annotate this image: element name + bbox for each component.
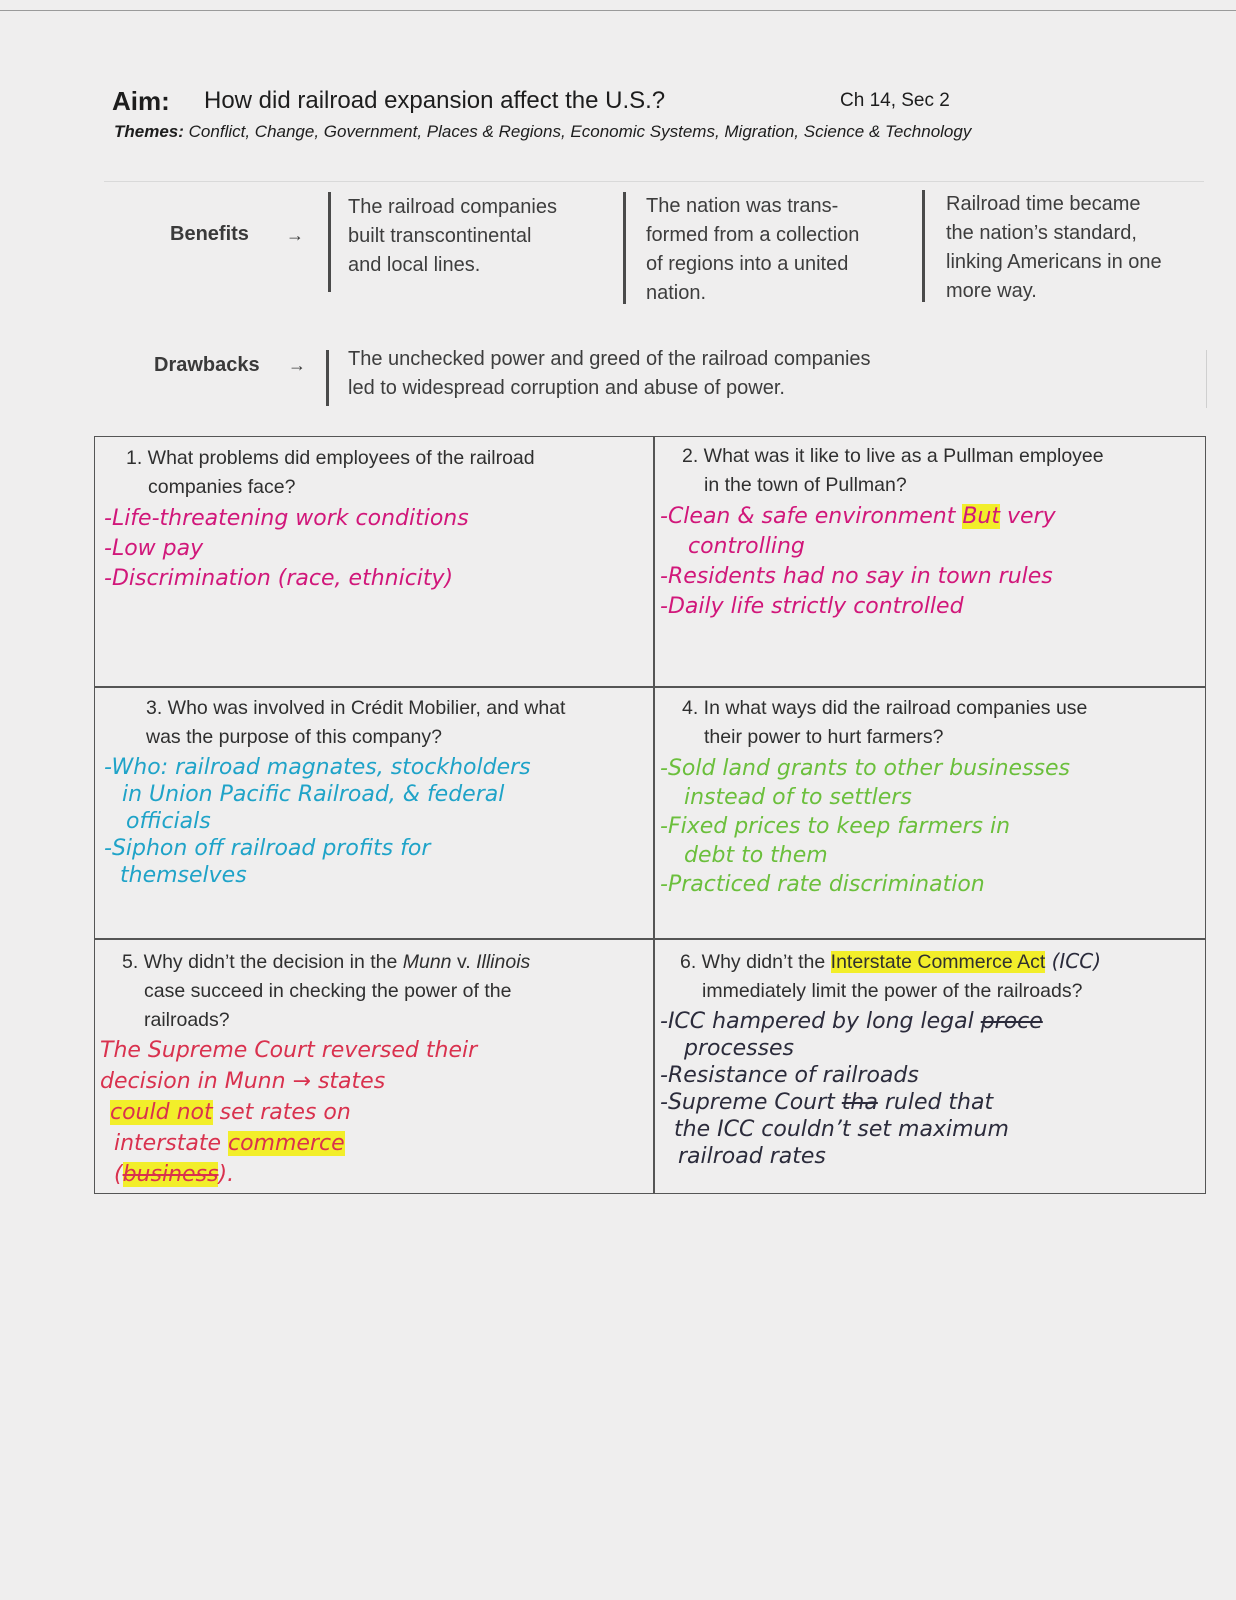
scan-top-edge: [0, 10, 1236, 11]
benefit-2: The nation was trans- formed from a collection of regions into a united nation.: [646, 195, 860, 304]
answer-2: -Clean & safe environment But very controlling -Residents had no say in town rules -Daily life strictly controlled: [660, 504, 1056, 619]
benefit-divider: [328, 192, 331, 292]
aim-question: How did railroad expansion affect the U.S.?: [204, 87, 666, 114]
benefits-label: Benefits: [170, 223, 249, 245]
aim-label: Aim:: [112, 86, 170, 116]
benefits-arrow-icon: →: [286, 225, 304, 245]
question-1: 1. What problems did employees of the railroad companies face? -Life-threatening work conditions -Low pay -Discrimination (race, ethnicity): [104, 444, 649, 594]
answer-6: -ICC hampered by long legal proce processes -Resistance of railroads -Supreme Court tha ruled that the ICC couldn’t set maximum railroad rates: [660, 1009, 1043, 1169]
themes-text: Conflict, Change, Government, Places & Regions, Economic Systems, Migration, Science & Technology: [188, 122, 972, 141]
drawback-divider: [326, 350, 329, 406]
answer-1: -Life-threatening work conditions -Low pay -Discrimination (race, ethnicity): [104, 506, 469, 591]
answer-5: The Supreme Court reversed their decision in Munn → states could not set rates on interstate commerce (business).: [100, 1038, 478, 1187]
benefit-1: The railroad companies built transcontinental and local lines.: [348, 196, 557, 276]
drawbacks-arrow-icon: →: [288, 355, 306, 375]
answer-4: -Sold land grants to other businesses instead of to settlers -Fixed prices to keep farmers in debt to them -Practiced rate discrimination: [660, 756, 1071, 897]
question-2: 2. What was it like to live as a Pullman employee in the town of Pullman? -Clean & safe environment But very controlling -Residents had no say in town rules -Daily life strictly controlled: [660, 442, 1200, 622]
aim-row: [112, 84, 1112, 124]
question-5: 5. Why didn’t the decision in the Munn v. Illinois case succeed in checking the power of the railroads? The Supreme Court reversed their decision in Munn → states could not set rates on interstate commerce (business).: [100, 948, 650, 1190]
answer-3: -Who: railroad magnates, stockholders in Union Pacific Railroad, & federal officials -Siphon off railroad profits for themselves: [104, 755, 531, 888]
grid-row-divider: [94, 938, 1206, 940]
grid-column-divider: [653, 436, 655, 1194]
benefit-3: Railroad time became the nation’s standard, linking Americans in one more way.: [946, 193, 1162, 302]
chapter-section: Ch 14, Sec 2: [840, 90, 950, 111]
themes-label: Themes:: [114, 122, 184, 141]
themes-row: [114, 122, 1214, 142]
drawback-text: The unchecked power and greed of the railroad companies led to widespread corruption and abuse of power.: [348, 348, 871, 399]
scan-right-mark: [1206, 350, 1207, 408]
benefit-divider: [922, 190, 925, 302]
question-3: 3. Who was involved in Crédit Mobilier, and what was the purpose of this company? -Who: railroad magnates, stockholders in Union Pacific Railroad, & federal officials -Siphon off railroad profits for themselves: [104, 694, 649, 889]
question-6: 6. Why didn’t the Interstate Commerce Act (ICC) immediately limit the power of the railroads? -ICC hampered by long legal proce processes -Resistance of railroads -Supreme Court tha ruled that the ICC couldn’t set maximum railroad rates: [660, 946, 1205, 1170]
header-divider: [104, 181, 1204, 182]
grid-row-divider: [94, 686, 1206, 688]
drawbacks-label: Drawbacks: [154, 354, 260, 376]
benefit-divider: [623, 192, 626, 304]
question-4: 4. In what ways did the railroad companies use their power to hurt farmers? -Sold land grants to other businesses instead of to settlers -Fixed prices to keep farmers in debt to them -Practiced rate discrimination: [660, 694, 1205, 899]
